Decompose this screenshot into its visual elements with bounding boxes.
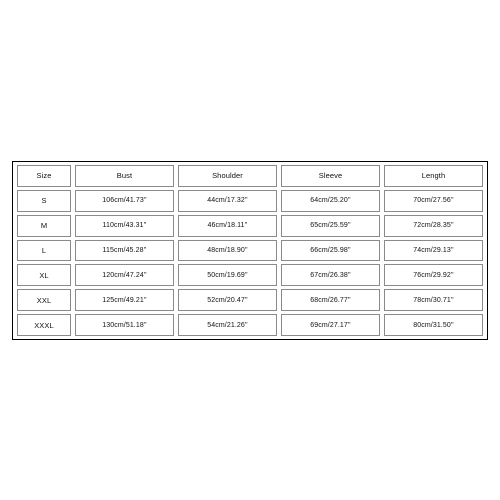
length-cell: 72cm/28.35''	[384, 215, 483, 237]
shoulder-cell: 44cm/17.32''	[178, 190, 277, 212]
sleeve-cell: 66cm/25.98''	[281, 240, 380, 262]
bust-cell: 125cm/49.21''	[75, 289, 174, 311]
size-cell: L	[17, 240, 71, 262]
header-size: Size	[17, 165, 71, 187]
length-cell: 76cm/29.92''	[384, 264, 483, 286]
sleeve-cell: 65cm/25.59''	[281, 215, 380, 237]
length-cell: 78cm/30.71''	[384, 289, 483, 311]
header-shoulder: Shoulder	[178, 165, 277, 187]
size-chart-table	[12, 161, 488, 340]
length-cell: 80cm/31.50''	[384, 314, 483, 336]
bust-cell: 106cm/41.73''	[75, 190, 174, 212]
size-cell: XXL	[17, 289, 71, 311]
table-row	[17, 314, 483, 336]
bust-cell: 130cm/51.18''	[75, 314, 174, 336]
shoulder-cell: 54cm/21.26''	[178, 314, 277, 336]
shoulder-cell: 46cm/18.11''	[178, 215, 277, 237]
length-cell: 70cm/27.56''	[384, 190, 483, 212]
table-row	[17, 289, 483, 311]
header-bust: Bust	[75, 165, 174, 187]
size-cell: M	[17, 215, 71, 237]
size-cell: XL	[17, 264, 71, 286]
header-length: Length	[384, 165, 483, 187]
shoulder-cell: 48cm/18.90''	[178, 240, 277, 262]
shoulder-cell: 52cm/20.47''	[178, 289, 277, 311]
table-header-row	[17, 165, 483, 187]
table-row	[17, 264, 483, 286]
length-cell: 74cm/29.13''	[384, 240, 483, 262]
size-cell: XXXL	[17, 314, 71, 336]
bust-cell: 120cm/47.24''	[75, 264, 174, 286]
table-row	[17, 190, 483, 212]
bust-cell: 110cm/43.31''	[75, 215, 174, 237]
sleeve-cell: 64cm/25.20''	[281, 190, 380, 212]
sleeve-cell: 67cm/26.38''	[281, 264, 380, 286]
sleeve-cell: 68cm/26.77''	[281, 289, 380, 311]
sleeve-cell: 69cm/27.17''	[281, 314, 380, 336]
size-cell: S	[17, 190, 71, 212]
bust-cell: 115cm/45.28''	[75, 240, 174, 262]
table-row	[17, 240, 483, 262]
shoulder-cell: 50cm/19.69''	[178, 264, 277, 286]
table-row	[17, 215, 483, 237]
header-sleeve: Sleeve	[281, 165, 380, 187]
